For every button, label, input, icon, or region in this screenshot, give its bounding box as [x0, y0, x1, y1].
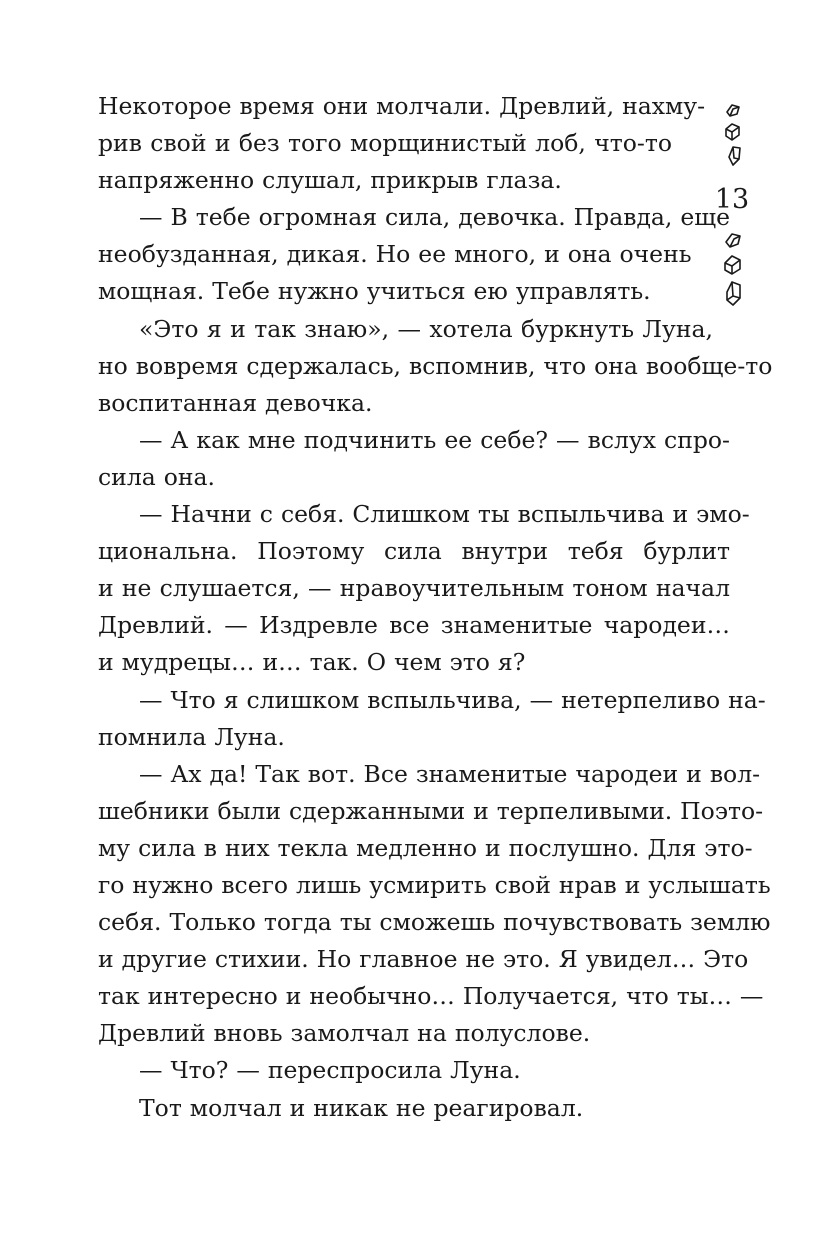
text-line: и другие стихии. Но главное не это. Я увидел… Это	[98, 945, 749, 974]
text-line: Древлий. — Издревле все знаменитые чародеи…	[98, 611, 730, 640]
text-line: Тот молчал и никак не реагировал.	[139, 1093, 584, 1122]
crystal-ornament-bottom	[715, 228, 749, 312]
text-line: воспитанная девочка.	[98, 388, 373, 417]
text-line: рив свой и без того морщинистый лоб, что-то	[98, 129, 672, 158]
text-line: Древлий вновь замолчал на полуслове.	[98, 1019, 591, 1048]
crystal-ornament-top	[715, 98, 749, 172]
text-line: помнила Луна.	[98, 722, 285, 751]
text-line: — Ах да! Так вот. Все знаменитые чародеи и вол-	[139, 759, 761, 788]
text-line: Некоторое время они молчали. Древлий, нахму-	[98, 92, 706, 120]
text-line: му сила в них текла медленно и послушно. Для это-	[98, 833, 753, 862]
text-line: так интересно и необычно… Получается, что ты… —	[98, 982, 764, 1011]
text-line: напряженно слушал, прикрыв глаза.	[98, 166, 562, 195]
crystal-icon	[715, 228, 749, 312]
text-line: — Что я слишком вспыльчива, — нетерпеливо на-	[139, 685, 766, 714]
crystal-icon	[715, 98, 749, 172]
text-line: себя. Только тогда ты сможешь почувствовать землю	[98, 908, 771, 937]
text-line: го нужно всего лишь усмирить свой нрав и услышать	[98, 870, 771, 899]
text-line: но вовремя сдержалась, вспомнив, что она вообще-то	[98, 351, 773, 380]
page-number: 13	[714, 184, 750, 215]
text-line: — А как мне подчинить ее себе? — вслух спро-	[139, 425, 730, 454]
text-line: необузданная, дикая. Но ее много, и она очень	[98, 240, 692, 269]
text-line: — В тебе огромная сила, девочка. Правда, еще	[139, 203, 731, 232]
text-line: сила она.	[98, 462, 216, 491]
text-line: «Это я и так знаю», — хотела буркнуть Луна,	[139, 314, 713, 343]
text-line: шебники были сдержанными и терпеливыми. Поэто-	[98, 796, 764, 825]
text-line: циональна. Поэтому сила внутри тебя бурлит	[98, 537, 730, 566]
text-line: мощная. Тебе нужно учиться ею управлять.	[98, 277, 651, 306]
text-line: — Что? — переспросила Луна.	[139, 1056, 521, 1085]
text-line: и мудрецы… и… так. О чем это я?	[98, 648, 526, 677]
text-line: — Начни с себя. Слишком ты вспыльчива и эмо-	[139, 500, 750, 529]
text-line: и не слушается, — нравоучительным тоном начал	[98, 574, 730, 603]
